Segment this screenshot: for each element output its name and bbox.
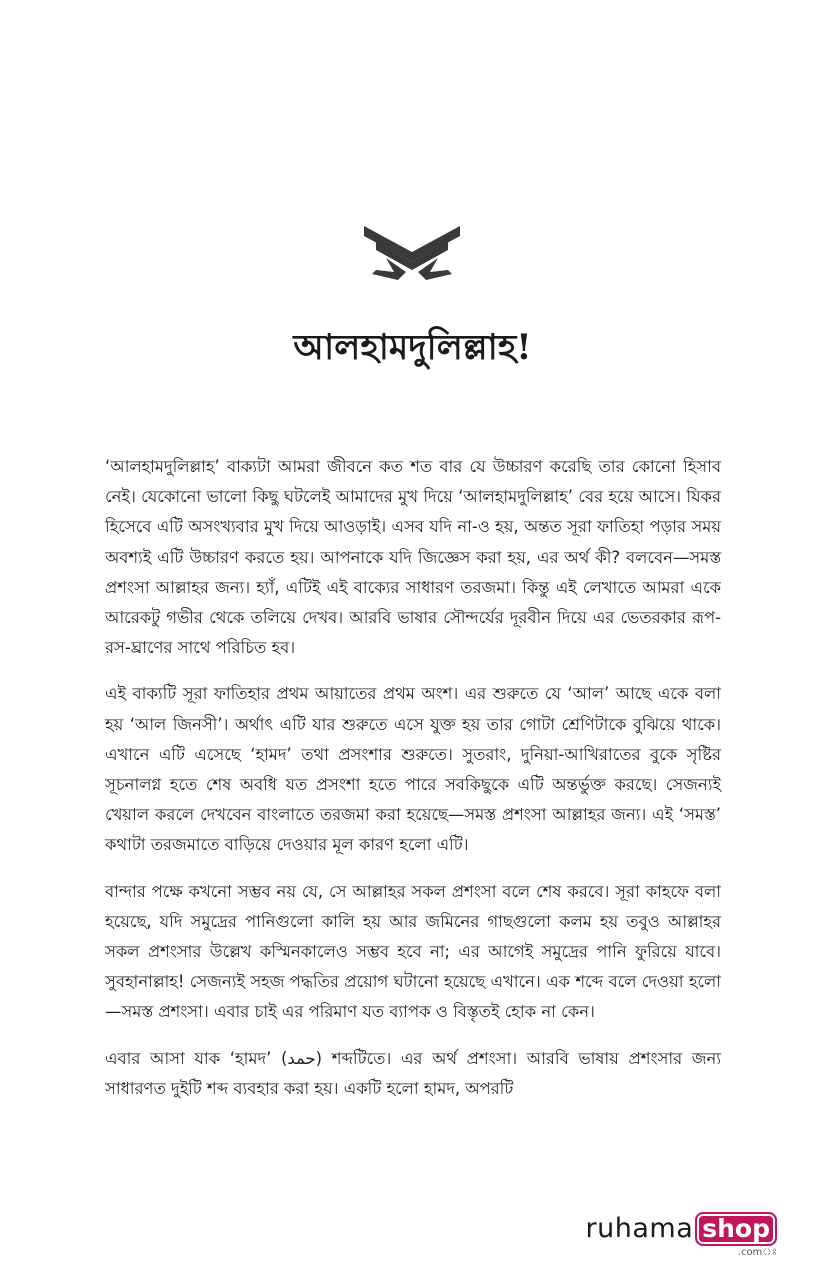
logo-domain: .comঃ (737, 1247, 777, 1258)
logo-word: ruhama (585, 1213, 694, 1244)
ruhamashop-logo (586, 1212, 777, 1259)
article-body (105, 452, 721, 1120)
paragraph: এবার আসা যাক ‘হামদ’ (حمد) শব্দটিতে। এর অর্থ প্রশংসা। আরবি ভাষায় প্রশংসার জন্য সাধারণত দুইটি শব্দ ব্যবহার করা হয়। একটি হলো হামদ, অপরটি (105, 1048, 721, 1098)
paragraph: এই বাক্যটি সূরা ফাতিহার প্রথম আয়াতের প্রথম অংশ। এর শুরুতে যে ‘আল’ আছে একে বলা হয় ‘আল জিনসী’। অর্থাৎ এটি যার শুরুতে এসে যুক্ত হয় তার গোটা শ্রেণিটাকে বুঝিয়ে থাকে। এখানে এটি এসেছে ‘হামদ’ তথা প্রসংশার শুরুতে। সুতরাং, দুনিয়া-আখিরাতের বুকে সৃষ্টির সূচনালগ্ন হতে শেষ অবধি যত প্রসংশা হতে পারে সবকিছুকে এটি অন্তর্ভুক্ত করছে। সেজন্যই খেয়াল করলে দেখবেন বাংলাতে তরজমা করা হয়েছে—সমস্ত প্রশংসা আল্লাহর জন্য। এই ‘সমস্ত’ কথাটা তরজমাতে বাড়িয়ে দেওয়ার মূল কারণ হলো এটি। (105, 684, 721, 855)
open-quran-icon (362, 222, 462, 284)
logo-shop-group (695, 1212, 777, 1259)
paragraph: ‘আলহামদুলিল্লাহ’ বাক্যটা আমরা জীবনে কত শত বার যে উচ্চারণ করেছি তার কোনো হিসাব নেই। যেকোনো ভালো কিছু ঘটলেই আমাদের মুখ দিয়ে ‘আলহামদুলিল্লাহ’ বের হয়ে আসে। যিকর হিসেবে এটি অসংখ্যবার মুখ দিয়ে আওড়াই। এসব যদি না-ও হয়, অন্তত সূরা ফাতিহা পড়ার সময় অবশ্যই এটি উচ্চারণ করতে হয়। আপনাকে যদি জিজ্ঞেস করা হয়, এর অর্থ কী? বলবেন—সমস্ত প্রশংসা আল্লাহর জন্য। হ্যাঁ, এটিই এই বাক্যের সাধারণ তরজমা। কিন্তু এই লেখাতে আমরা একে আরেকটু গভীর থেকে তলিয়ে দেখব। আরবি ভাষার সৌন্দর্যের দূরবীন দিয়ে এর ভেতরকার রূপ-রস-ঘ্রাণের সাথে পরিচিত হব। (105, 457, 721, 658)
page-title: আলহামদুলিল্লাহ! (293, 327, 532, 368)
logo-shop-badge: shop (695, 1212, 777, 1246)
paragraph: বান্দার পক্ষে কখনো সম্ভব নয় যে, সে আল্লাহর সকল প্রশংসা বলে শেষ করবে। সূরা কাহফে বলা হয়েছে, যদি সমুদ্রের পানিগুলো কালি হয় আর জমিনের গাছগুলো কলম হয় তবুও আল্লাহর সকল প্রশংসার উল্লেখ কস্মিনকালেও সম্ভব হবে না; এর আগেই সমুদ্রের পানি ফুরিয়ে যাবে। সুবহানাল্লাহ! সেজন্যই সহজ পদ্ধতির প্রয়োগ ঘটানো হয়েছে এখানে। এক শব্দে বলে দেওয়া হলো—সমস্ত প্রশংসা। এবার চাই এর পরিমাণ যত ব্যাপক ও বিস্তৃতই হোক না কেন। (105, 881, 721, 1022)
